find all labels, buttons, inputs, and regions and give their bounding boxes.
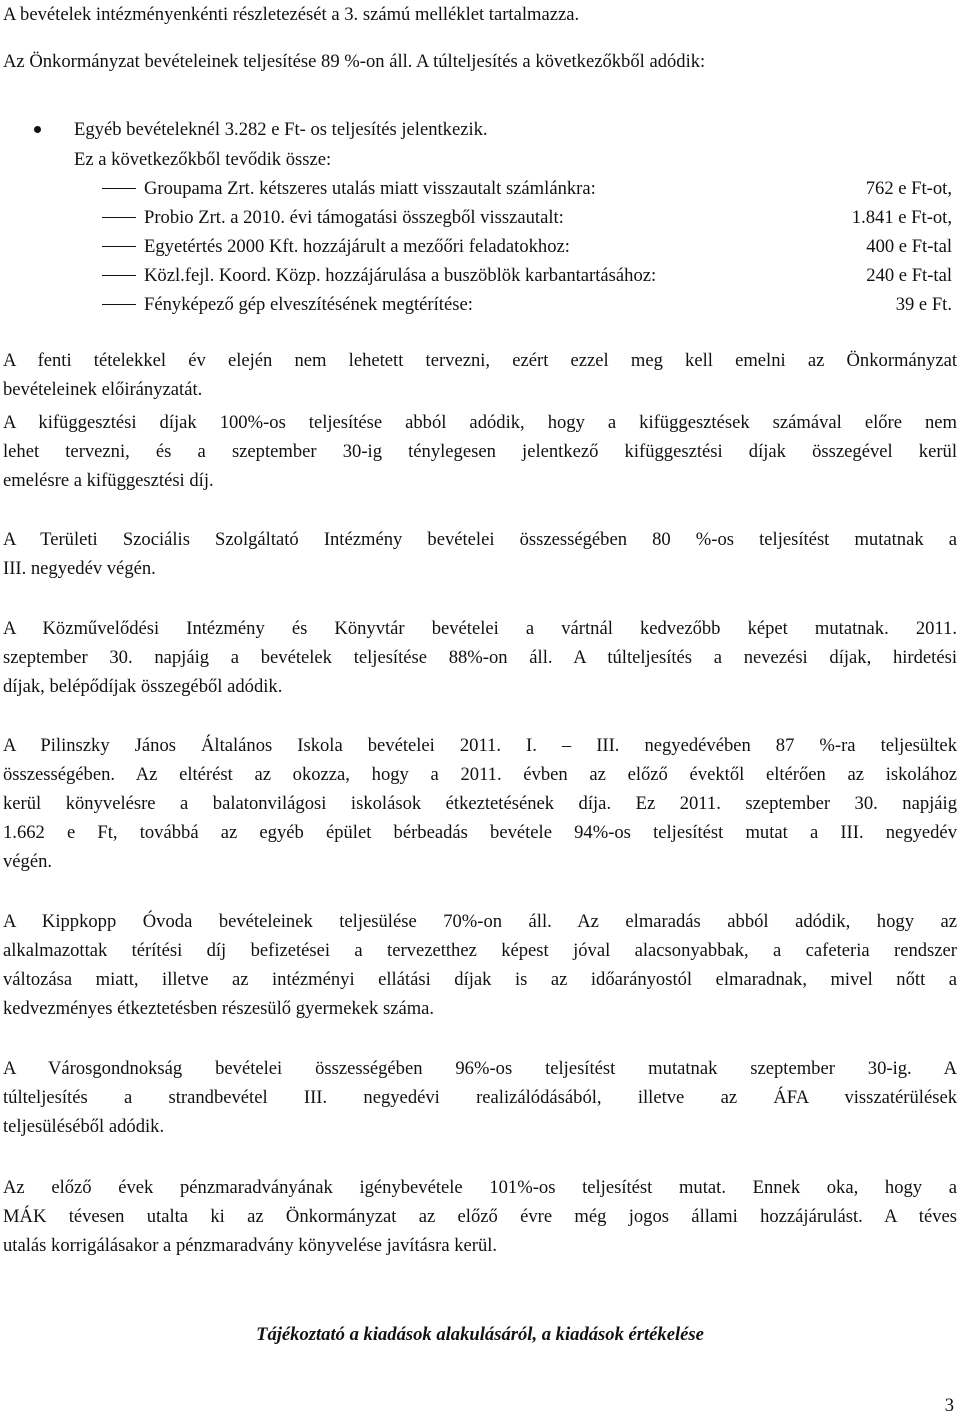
breakdown-label: Közl.fejl. Koord. Közp. hozzájárulása a buszöblök karbantartásához: [144, 265, 657, 286]
breakdown-item [102, 290, 952, 319]
paragraph-line: alkalmazottak térítési díj befizetései a tervezetthez képest jóval alacsonyabbak, a cafeteria rendszer [3, 940, 957, 961]
paragraph-line: A Közművelődési Intézmény és Könyvtár bevételei a vártnál kedvezőbb képet mutatnak. 2011. [3, 618, 957, 639]
bullet-subtext: Ez a következőkből tevődik össze: [74, 149, 332, 170]
bullet-dot-icon [34, 126, 41, 133]
dash-icon [102, 304, 136, 305]
paragraph-line: MÁK tévesen utalta ki az Önkormányzat az előző évre még jogos állami hozzájárulást. A téves [3, 1206, 957, 1227]
paragraph-line: emelésre a kifüggesztési díj. [3, 470, 214, 491]
bullet-item [34, 115, 934, 175]
paragraph-line: A kifüggesztési díjak 100%-os teljesítése abból adódik, hogy a kifüggesztések számával előre nem [3, 412, 957, 433]
breakdown-item [102, 203, 952, 232]
paragraph-line: szeptember 30. napjáig a bevételek teljesítése 88%-on áll. A túlteljesítés a nevezési díjak, hirdetési [3, 647, 957, 668]
paragraph-line: változása miatt, illetve az intézményi ellátási díjak is az időarányostól elmaradnak, mivel nőtt a [3, 969, 957, 990]
breakdown-label: Fényképező gép elveszítésének megtérítése: [144, 294, 473, 315]
paragraph-line: kedvezményes étkeztetésben részesülő gyermekek száma. [3, 998, 435, 1019]
breakdown-label: Groupama Zrt. kétszeres utalás miatt visszautalt számlánkra: [144, 178, 596, 199]
dash-icon [102, 246, 136, 247]
breakdown-item [102, 174, 952, 203]
breakdown-value: 240 e Ft-tal [866, 265, 952, 286]
paragraph-line: kerül könyvelésre a balatonvilágosi iskolások étkeztetésének díja. Ez 2011. szeptember 30. napjáig [3, 793, 957, 814]
paragraph-line: díjak, belépődíjak összegéből adódik. [3, 676, 283, 697]
breakdown-item [102, 232, 952, 261]
breakdown-value: 762 e Ft-ot, [865, 178, 952, 199]
paragraph-line: teljesüléséből adódik. [3, 1116, 165, 1137]
paragraph-line: 1.662 e Ft, továbbá az egyéb épület bérbeadás bevétele 94%-os teljesítést mutat a III. negyedév [3, 822, 957, 843]
paragraph-line: A Pilinszky János Általános Iskola bevételei 2011. I. – III. negyedévében 87 %-ra teljesültek [3, 735, 957, 756]
intro-line-2: Az Önkormányzat bevételeinek teljesítése 89 %-on áll. A túlteljesítés a következőkből adódik: [3, 51, 706, 72]
page-number: 3 [944, 1395, 954, 1416]
breakdown-value: 1.841 e Ft-ot, [851, 207, 952, 228]
paragraph-line: Az előző évek pénzmaradványának igénybevétele 101%-os teljesítést mutat. Ennek oka, hogy a [3, 1177, 957, 1198]
paragraph-line: végén. [3, 851, 53, 872]
dash-icon [102, 188, 136, 189]
dash-icon [102, 217, 136, 218]
intro-line-1: A bevételek intézményenkénti részletezését a 3. számú melléklet tartalmazza. [3, 4, 580, 25]
paragraph-line: III. negyedév végén. [3, 558, 156, 579]
paragraph-line: lehet tervezni, és a szeptember 30-ig ténylegesen jelentkező kifüggesztési díjak összegével kerül [3, 441, 957, 462]
paragraph-line: A Kippkopp Óvoda bevételeinek teljesülése 70%-on áll. Az elmaradás abból adódik, hogy az [3, 911, 957, 932]
bullet-text: Egyéb bevételeknél 3.282 e Ft- os teljesítés jelentkezik. [74, 119, 488, 140]
breakdown-label: Egyetértés 2000 Kft. hozzájárult a mezőőri feladatokhoz: [144, 236, 570, 257]
paragraph-line: összességében. Az eltérést az okozza, hogy a 2011. évben az előző évektől eltérően az iskolához [3, 764, 957, 785]
paragraph-line: túlteljesítés a strandbevétel III. negyedévi realizálódásából, illetve az ÁFA visszatérülések [3, 1087, 957, 1108]
paragraph-line: A Városgondnokság bevételei összességében 96%-os teljesítést mutatnak szeptember 30-ig. A [3, 1058, 957, 1079]
paragraph-line: A Területi Szociális Szolgáltató Intézmény bevételei összességében 80 %-os teljesítést mutatnak a [3, 529, 957, 550]
paragraph-line: utalás korrigálásakor a pénzmaradvány könyvelése javításra kerül. [3, 1235, 498, 1256]
breakdown-item [102, 261, 952, 290]
paragraph-line: bevételeinek előirányzatát. [3, 379, 203, 400]
breakdown-label: Probio Zrt. a 2010. évi támogatási összegből visszautalt: [144, 207, 564, 228]
dash-icon [102, 275, 136, 276]
section-heading: Tájékoztató a kiadások alakulásáról, a kiadások értékelése [256, 1324, 704, 1345]
breakdown-value: 39 e Ft. [895, 294, 952, 315]
breakdown-value: 400 e Ft-tal [866, 236, 952, 257]
paragraph-line: A fenti tételekkel év elején nem lehetett tervezni, ezért ezzel meg kell emelni az Önkormányzat [3, 350, 957, 371]
